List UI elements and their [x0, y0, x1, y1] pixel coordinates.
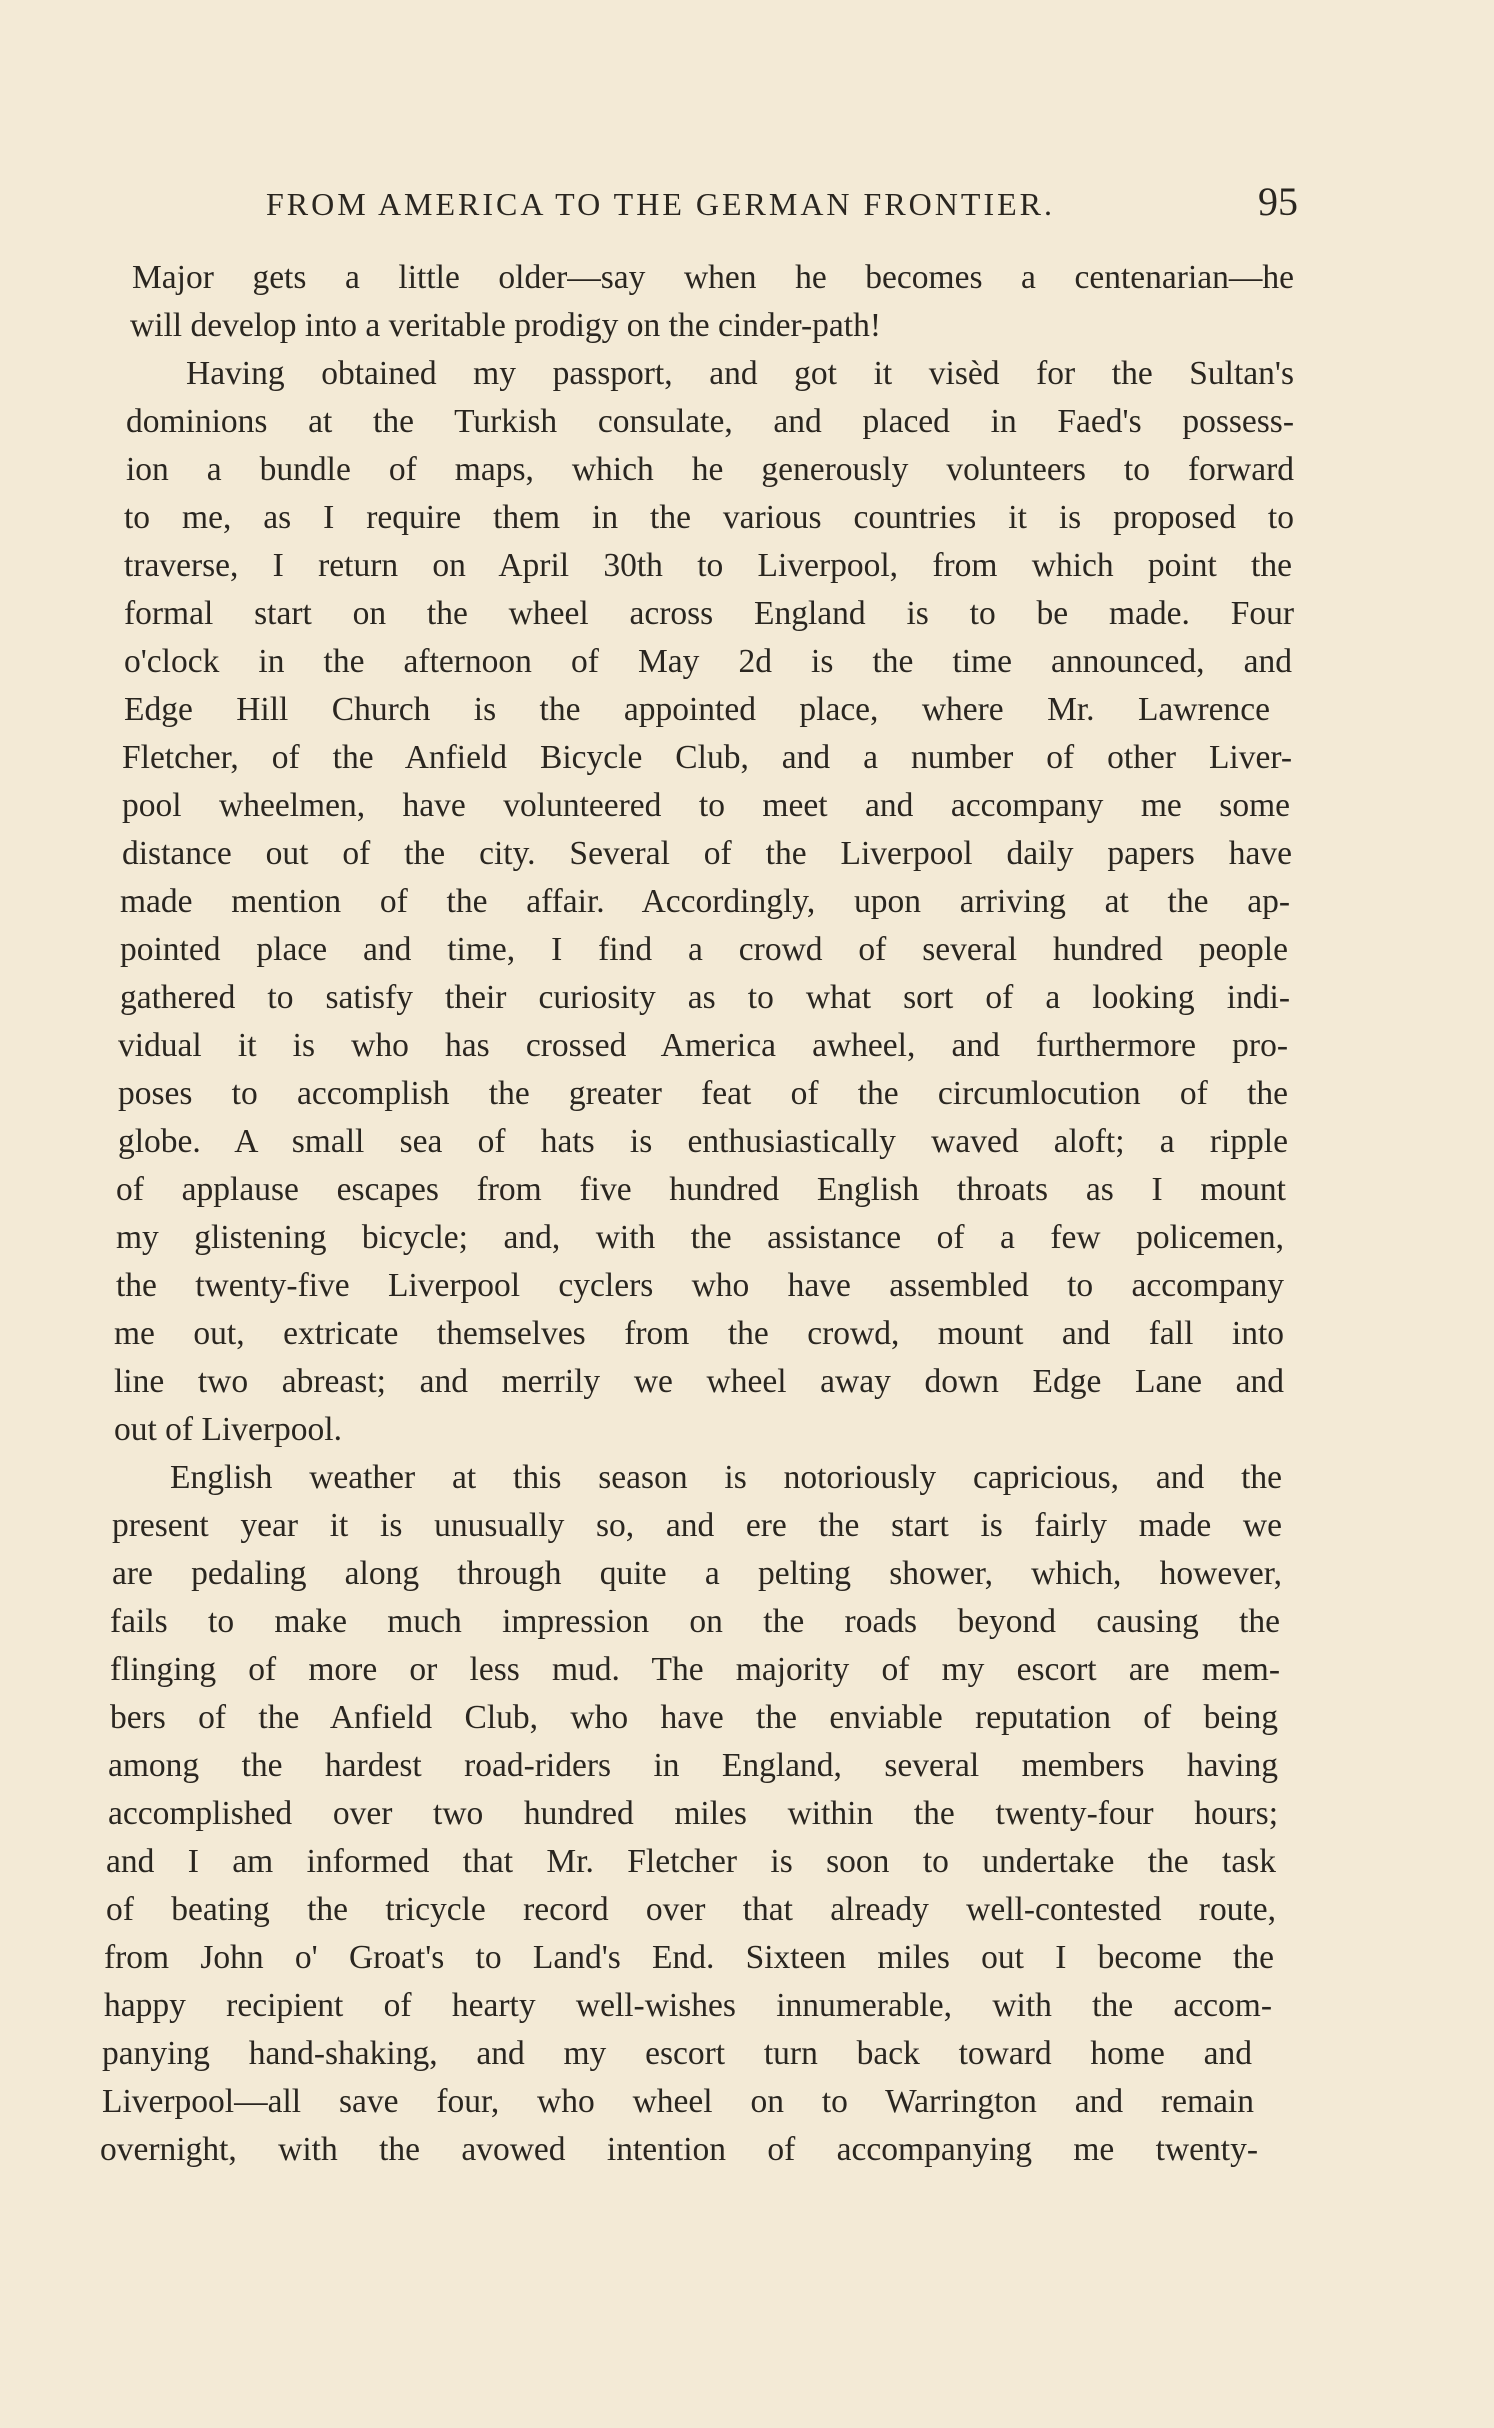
text-line: Having obtained my passport, and got it visèd for the Sultan's: [186, 355, 1294, 392]
text-line: gathered to satisfy their curiosity as to what sort of a looking indi-: [120, 979, 1290, 1016]
text-line: made mention of the affair. Accordingly, upon arriving at the ap-: [120, 883, 1290, 920]
text-line: are pedaling along through quite a pelting shower, which, however,: [112, 1555, 1282, 1592]
text-line: o'clock in the afternoon of May 2d is the time announced, and: [124, 643, 1292, 680]
text-line: of beating the tricycle record over that already well-contested route,: [106, 1891, 1276, 1928]
text-line: accomplished over two hundred miles within the twenty-four hours;: [108, 1795, 1278, 1832]
text-line: bers of the Anfield Club, who have the enviable reputation of being: [110, 1699, 1278, 1736]
text-line: of applause escapes from five hundred English throats as I mount: [116, 1171, 1286, 1208]
text-line: overnight, with the avowed intention of accompanying me twenty-: [100, 2131, 1258, 2168]
text-line: Fletcher, of the Anfield Bicycle Club, and a number of other Liver-: [122, 739, 1292, 776]
running-title: FROM AMERICA TO THE GERMAN FRONTIER.: [266, 186, 1055, 222]
text-line: and I am informed that Mr. Fletcher is soon to undertake the task: [106, 1843, 1276, 1880]
text-line: globe. A small sea of hats is enthusiastically waved aloft; a ripple: [118, 1123, 1288, 1160]
text-line: dominions at the Turkish consulate, and placed in Faed's possess-: [126, 403, 1294, 440]
text-line: to me, as I require them in the various countries it is proposed to: [124, 499, 1294, 536]
text-line: pointed place and time, I find a crowd of several hundred people: [120, 931, 1288, 968]
text-line: from John o' Groat's to Land's End. Sixteen miles out I become the: [104, 1939, 1274, 1976]
text-line: line two abreast; and merrily we wheel away down Edge Lane and: [114, 1363, 1284, 1400]
text-line: traverse, I return on April 30th to Liverpool, from which point the: [124, 547, 1292, 584]
text-line: formal start on the wheel across England is to be made. Four: [124, 595, 1294, 632]
text-line: out of Liverpool.: [114, 1411, 342, 1448]
text-line: pool wheelmen, have volunteered to meet and accompany me some: [122, 787, 1290, 824]
text-line: vidual it is who has crossed America awheel, and furthermore pro-: [118, 1027, 1288, 1064]
text-line: panying hand-shaking, and my escort turn back toward home and: [102, 2035, 1252, 2072]
text-line: Liverpool—all save four, who wheel on to Warrington and remain: [102, 2083, 1254, 2120]
text-line: English weather at this season is notoriously capricious, and the: [170, 1459, 1282, 1496]
text-line: flinging of more or less mud. The majority of my escort are mem-: [110, 1651, 1280, 1688]
text-line: poses to accomplish the greater feat of the circumlocution of the: [118, 1075, 1288, 1112]
text-line: Major gets a little older—say when he becomes a centenarian—he: [132, 259, 1294, 296]
page-number: 95: [1258, 179, 1298, 224]
text-line: present year it is unusually so, and ere the start is fairly made we: [112, 1507, 1282, 1544]
text-line: my glistening bicycle; and, with the assistance of a few policemen,: [116, 1219, 1284, 1256]
text-line: will develop into a veritable prodigy on the cinder-path!: [130, 307, 881, 344]
text-line: ion a bundle of maps, which he generously volunteers to forward: [126, 451, 1294, 488]
text-line: happy recipient of hearty well-wishes innumerable, with the accom-: [104, 1987, 1272, 2024]
text-line: the twenty-five Liverpool cyclers who have assembled to accompany: [116, 1267, 1284, 1304]
text-line: among the hardest road-riders in England, several members having: [108, 1747, 1278, 1784]
text-line: fails to make much impression on the roads beyond causing the: [110, 1603, 1280, 1640]
text-line: me out, extricate themselves from the crowd, mount and fall into: [114, 1315, 1284, 1352]
text-line: distance out of the city. Several of the Liverpool daily papers have: [122, 835, 1292, 872]
text-line: Edge Hill Church is the appointed place, where Mr. Lawrence: [124, 691, 1270, 728]
